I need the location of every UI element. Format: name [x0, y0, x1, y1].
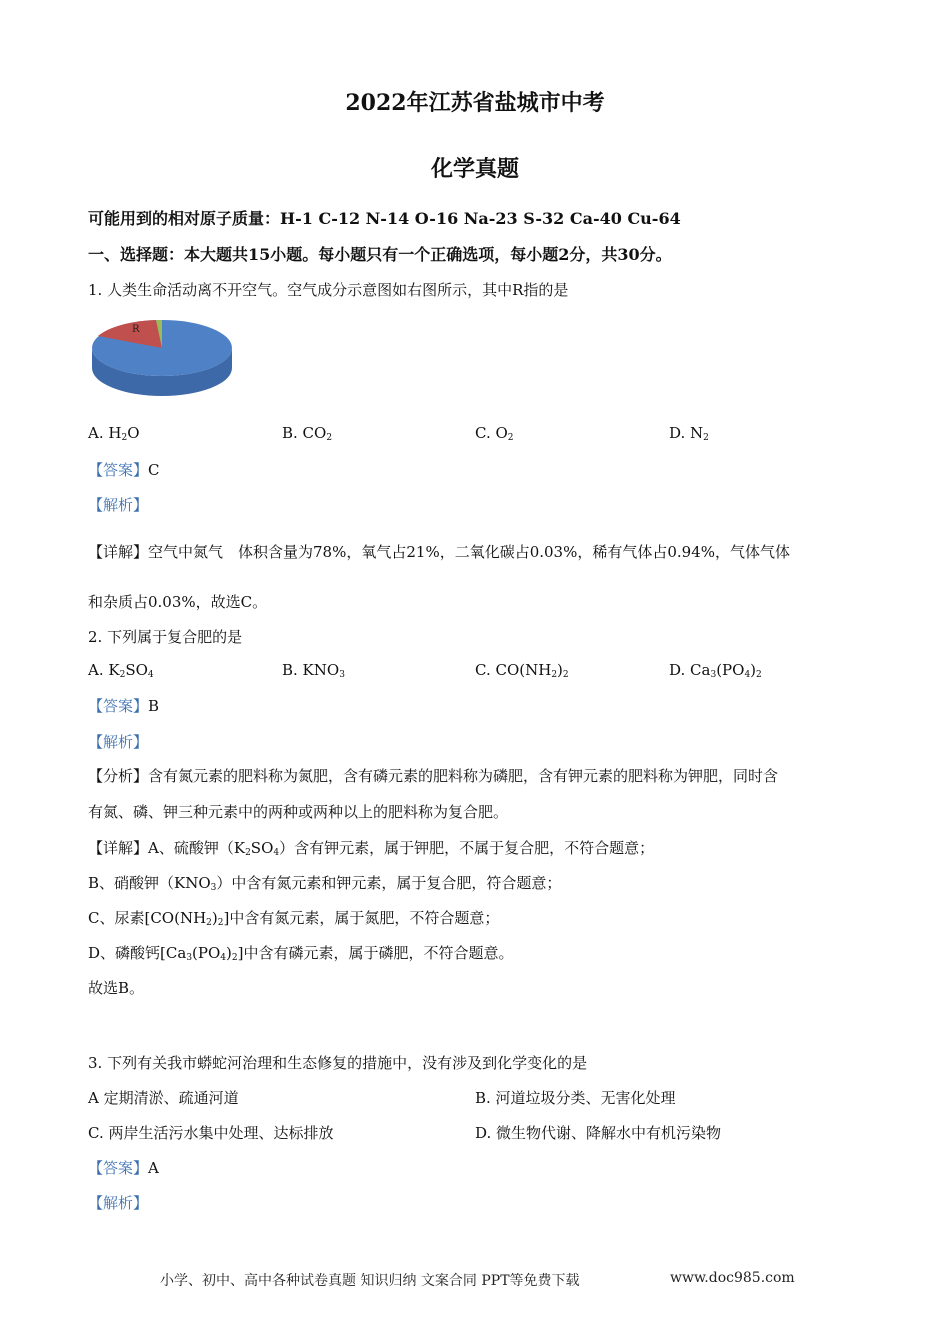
- q1-option-a: A. $H_2O$: [88, 424, 140, 443]
- q3-option-d: D. 微生物代谢、降解水中有机污染物: [475, 1124, 722, 1142]
- q3-answer: 【答案】A: [88, 1159, 159, 1177]
- q1-answer: 【答案】C: [88, 461, 160, 479]
- q2-fenxi-line2: 有氮、磷、钾三种元素中的两种或两种以上的肥料称为复合肥。: [88, 803, 509, 821]
- q2-detail-d: D、磷酸钙$[Ca_3(PO_4)_2]$中含有磷元素，属于磷肥，不符合题意。: [88, 944, 514, 963]
- q2-detail-c: C、尿素$[CO(NH_2)_2]$中含有氮元素，属于氮肥，不符合题意；: [88, 909, 500, 928]
- q1-detail-line1: 【详解】空气中氮气 体积含量为78%，氧气占21%，二氧化碳占0.03%，稀有气体占0.94%，气体气体: [88, 543, 791, 561]
- section-heading: 一、选择题：本大题共15小题。每小题只有一个正确选项，每小题2分，共30分。: [88, 245, 672, 264]
- q2-option-c: C. $CO(NH_2)_2$: [475, 661, 569, 680]
- q3-option-b: B. 河道垃圾分类、无害化处理: [475, 1089, 676, 1107]
- document-subtitle: 化学真题: [430, 156, 519, 182]
- q2-option-d: D. $Ca_3(PO_4)_2$: [669, 661, 762, 680]
- document-title: 2022年江苏省盐城市中考: [345, 90, 605, 116]
- q2-conclusion: 故选B。: [88, 979, 145, 997]
- q1-option-c: C. $O_2$: [475, 424, 514, 443]
- q2-detail-b: B、硝酸钾$(KNO_3)$中含有氮元素和钾元素，属于复合肥，符合题意；: [88, 874, 562, 893]
- q3-option-c: C. 两岸生活污水集中处理、达标排放: [88, 1124, 334, 1142]
- q3-analysis-tag: 【解析】: [88, 1194, 149, 1212]
- footer-url[interactable]: www.doc985.com: [670, 1270, 795, 1286]
- q3-stem: 3. 下列有关我市蟒蛇河治理和生态修复的措施中，没有涉及到化学变化的是: [88, 1054, 588, 1072]
- q1-option-b: B. $CO_2$: [282, 424, 333, 443]
- q2-option-a: A. $K_2SO_4$: [88, 661, 154, 680]
- q2-answer: 【答案】B: [88, 697, 160, 715]
- q1-detail-line2: 和杂质占0.03%，故选C。: [88, 593, 268, 611]
- q1-analysis-tag: 【解析】: [88, 496, 149, 514]
- q1-option-d: D. $N_2$: [669, 424, 709, 443]
- air-composition-pie-chart: [90, 310, 235, 400]
- q2-stem: 2. 下列属于复合肥的是: [88, 628, 243, 646]
- q2-detail-a: 【详解】A、硫酸钾$(K_2SO_4)$含有钾元素，属于钾肥，不属于复合肥，不符合题意；: [88, 839, 655, 858]
- pie-label-r: R: [132, 324, 140, 335]
- atomic-masses: 可能用到的相对原子质量：H-1 C-12 N-14 O-16 Na-23 S-32 Ca-40 Cu-64: [88, 209, 681, 228]
- q2-fenxi-line1: 【分析】含有氮元素的肥料称为氮肥，含有磷元素的肥料称为磷肥，含有钾元素的肥料称为钾肥，同时含: [88, 767, 779, 785]
- footer-text: 小学、初中、高中各种试卷真题 知识归纳 文案合同 PPT等免费下载: [160, 1273, 580, 1289]
- q1-stem: 1. 人类生命活动离不开空气。空气成分示意图如右图所示，其中R指的是: [88, 281, 569, 299]
- q2-analysis-tag: 【解析】: [88, 733, 149, 751]
- q3-option-a: A 定期清淤、疏通河道: [88, 1089, 239, 1107]
- q2-option-b: B. $KNO_3$: [282, 661, 345, 680]
